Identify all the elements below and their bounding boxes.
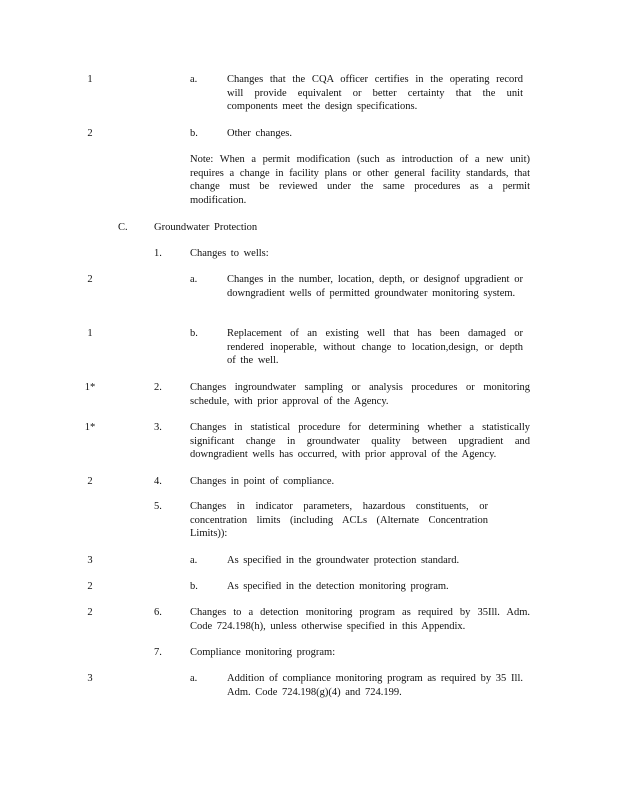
category-number: 2 <box>87 581 93 592</box>
item-text: As specified in the detection monitoring program. <box>227 581 449 592</box>
category-number: 3 <box>87 673 93 684</box>
item-text: Changes to a detection monitoring program as required by 35Ill. Adm. Code 724.198(h), unless otherwise specified in this Appendix. <box>190 607 530 632</box>
item-label: a. <box>190 74 198 85</box>
item-label: 5. <box>154 501 162 512</box>
item-label: 1. <box>154 248 162 259</box>
category-number: 1* <box>84 382 96 393</box>
item-label: a. <box>190 555 198 566</box>
item-label: 7. <box>154 647 162 658</box>
item-label: 2. <box>154 382 162 393</box>
item-text: Changes that the CQA officer certifies in the operating record will provide equivalent or better certainty that the unit components meet the design specifications. <box>227 74 523 112</box>
item-text: Changes in indicator parameters, hazardous constituents, or concentration limits (including ACLs (Alternate Concentration Limits)): <box>190 501 488 539</box>
item-label: b. <box>190 581 198 592</box>
section-label: C. <box>118 222 128 233</box>
item-text: Changes in point of compliance. <box>190 476 335 487</box>
item-text: As specified in the groundwater protection standard. <box>227 555 460 566</box>
category-number: 1 <box>87 328 93 339</box>
item-text: Changes in the number, location, depth, or designof upgradient or downgradient wells of permitted groundwater monitoring system. <box>227 274 523 299</box>
item-label: a. <box>190 274 198 285</box>
category-number: 2 <box>87 128 93 139</box>
section-title: Groundwater Protection <box>154 222 258 233</box>
category-number: 1* <box>84 422 96 433</box>
item-label: b. <box>190 128 198 139</box>
item-text: Compliance monitoring program: <box>190 647 336 658</box>
item-text: Changes in statistical procedure for determining whether a statistically significant change in groundwater quality between upgradient and downgradient wells has occurred, with prior approval of the Agency. <box>190 422 530 460</box>
category-number: 2 <box>87 476 93 487</box>
item-text: Changes ingroundwater sampling or analysis procedures or monitoring schedule, with prior approval of the Agency. <box>190 382 530 407</box>
item-text: Replacement of an existing well that has been damaged or rendered inoperable, without change to location,design, or depth of the well. <box>227 328 523 366</box>
item-label: 6. <box>154 607 162 618</box>
category-number: 3 <box>87 555 93 566</box>
item-label: a. <box>190 673 198 684</box>
note-text: Note: When a permit modification (such as introduction of a new unit) requires a change in facility plans or other general facility standards, that change must be reviewed under the same procedures as a permit modification. <box>190 154 530 206</box>
category-number: 2 <box>87 607 93 618</box>
item-label: 3. <box>154 422 162 433</box>
item-text: Addition of compliance monitoring program as required by 35 Ill. Adm. Code 724.198(g)(4) and 724.199. <box>227 673 523 698</box>
category-number: 1 <box>87 74 93 85</box>
item-label: b. <box>190 328 198 339</box>
item-text: Other changes. <box>227 128 292 139</box>
category-number: 2 <box>87 274 93 285</box>
item-text: Changes to wells: <box>190 248 269 259</box>
item-label: 4. <box>154 476 162 487</box>
